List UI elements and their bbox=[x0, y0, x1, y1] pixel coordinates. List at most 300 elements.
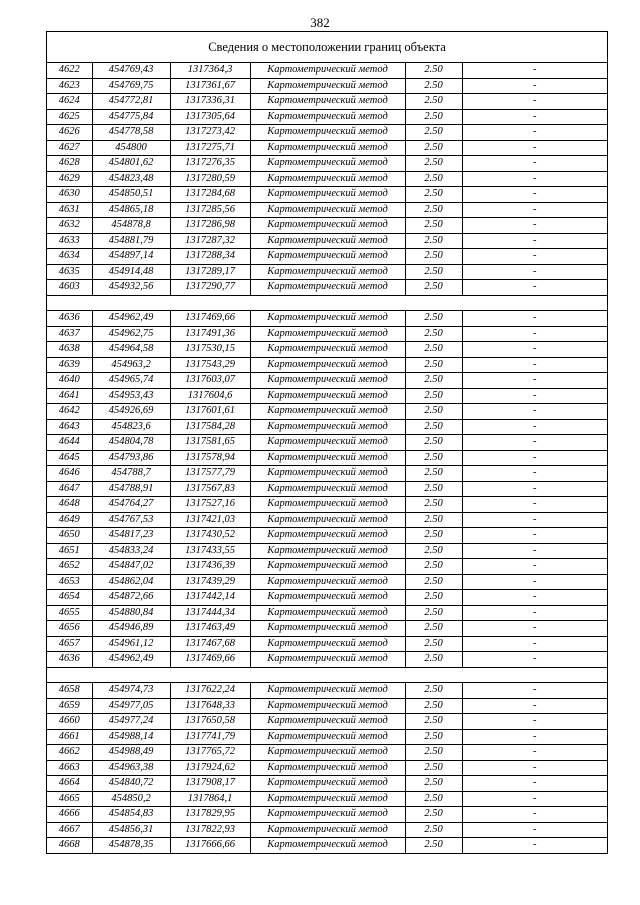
method-cell: Картометрический метод bbox=[250, 94, 405, 110]
table-row bbox=[47, 171, 607, 187]
y-coordinate-cell: 1317336,31 bbox=[170, 94, 250, 110]
method-cell: Картометрический метод bbox=[250, 404, 405, 420]
x-coordinate-cell: 454767,53 bbox=[92, 512, 170, 528]
method-cell: Картометрический метод bbox=[250, 326, 405, 342]
method-cell: Картометрический метод bbox=[250, 791, 405, 807]
table-row bbox=[47, 373, 607, 389]
dash-cell: - bbox=[462, 373, 607, 389]
point-number-cell: 4603 bbox=[47, 280, 92, 296]
dash-cell: - bbox=[462, 683, 607, 699]
y-coordinate-cell: 1317666,66 bbox=[170, 838, 250, 854]
y-coordinate-cell: 1317530,15 bbox=[170, 342, 250, 358]
x-coordinate-cell: 454793,86 bbox=[92, 450, 170, 466]
dash-cell: - bbox=[462, 822, 607, 838]
dash-cell: - bbox=[462, 264, 607, 280]
accuracy-cell: 2.50 bbox=[405, 698, 462, 714]
method-cell: Картометрический метод bbox=[250, 481, 405, 497]
point-number-cell: 4655 bbox=[47, 605, 92, 621]
accuracy-cell: 2.50 bbox=[405, 791, 462, 807]
point-number-cell: 4640 bbox=[47, 373, 92, 389]
accuracy-cell: 2.50 bbox=[405, 776, 462, 792]
accuracy-cell: 2.50 bbox=[405, 233, 462, 249]
point-number-cell: 4651 bbox=[47, 543, 92, 559]
table-row bbox=[47, 636, 607, 652]
dash-cell: - bbox=[462, 233, 607, 249]
table-row bbox=[47, 760, 607, 776]
table-row bbox=[47, 388, 607, 404]
y-coordinate-cell: 1317463,49 bbox=[170, 621, 250, 637]
y-coordinate-cell: 1317864,1 bbox=[170, 791, 250, 807]
point-number-cell: 4622 bbox=[47, 63, 92, 78]
point-number-cell: 4634 bbox=[47, 249, 92, 265]
point-number-cell: 4665 bbox=[47, 791, 92, 807]
x-coordinate-cell: 454988,14 bbox=[92, 729, 170, 745]
x-coordinate-cell: 454772,81 bbox=[92, 94, 170, 110]
accuracy-cell: 2.50 bbox=[405, 435, 462, 451]
y-coordinate-cell: 1317543,29 bbox=[170, 357, 250, 373]
point-number-cell: 4632 bbox=[47, 218, 92, 234]
separator-cell bbox=[47, 667, 607, 683]
method-cell: Картометрический метод bbox=[250, 63, 405, 78]
method-cell: Картометрический метод bbox=[250, 373, 405, 389]
y-coordinate-cell: 1317603,07 bbox=[170, 373, 250, 389]
y-coordinate-cell: 1317285,56 bbox=[170, 202, 250, 218]
x-coordinate-cell: 454862,04 bbox=[92, 574, 170, 590]
point-number-cell: 4623 bbox=[47, 78, 92, 94]
point-number-cell: 4645 bbox=[47, 450, 92, 466]
point-number-cell: 4638 bbox=[47, 342, 92, 358]
x-coordinate-cell: 454977,05 bbox=[92, 698, 170, 714]
dash-cell: - bbox=[462, 838, 607, 854]
y-coordinate-cell: 1317741,79 bbox=[170, 729, 250, 745]
table-row bbox=[47, 714, 607, 730]
y-coordinate-cell: 1317908,17 bbox=[170, 776, 250, 792]
x-coordinate-cell: 454932,56 bbox=[92, 280, 170, 296]
point-number-cell: 4629 bbox=[47, 171, 92, 187]
table-row bbox=[47, 481, 607, 497]
method-cell: Картометрический метод bbox=[250, 714, 405, 730]
accuracy-cell: 2.50 bbox=[405, 326, 462, 342]
accuracy-cell: 2.50 bbox=[405, 683, 462, 699]
x-coordinate-cell: 454881,79 bbox=[92, 233, 170, 249]
x-coordinate-cell: 454840,72 bbox=[92, 776, 170, 792]
point-number-cell: 4624 bbox=[47, 94, 92, 110]
table-row bbox=[47, 202, 607, 218]
x-coordinate-cell: 454964,58 bbox=[92, 342, 170, 358]
accuracy-cell: 2.50 bbox=[405, 574, 462, 590]
dash-cell: - bbox=[462, 652, 607, 668]
dash-cell: - bbox=[462, 94, 607, 110]
x-coordinate-cell: 454878,8 bbox=[92, 218, 170, 234]
x-coordinate-cell: 454854,83 bbox=[92, 807, 170, 823]
y-coordinate-cell: 1317433,55 bbox=[170, 543, 250, 559]
x-coordinate-cell: 454801,62 bbox=[92, 156, 170, 172]
table-row bbox=[47, 621, 607, 637]
coordinates-table-body bbox=[47, 63, 607, 853]
accuracy-cell: 2.50 bbox=[405, 218, 462, 234]
dash-cell: - bbox=[462, 559, 607, 575]
y-coordinate-cell: 1317527,16 bbox=[170, 497, 250, 513]
accuracy-cell: 2.50 bbox=[405, 838, 462, 854]
method-cell: Картометрический метод bbox=[250, 78, 405, 94]
y-coordinate-cell: 1317567,83 bbox=[170, 481, 250, 497]
dash-cell: - bbox=[462, 698, 607, 714]
y-coordinate-cell: 1317280,59 bbox=[170, 171, 250, 187]
point-number-cell: 4661 bbox=[47, 729, 92, 745]
table-row bbox=[47, 218, 607, 234]
y-coordinate-cell: 1317275,71 bbox=[170, 140, 250, 156]
dash-cell: - bbox=[462, 760, 607, 776]
table-title: Сведения о местоположении границ объекта bbox=[47, 32, 607, 63]
accuracy-cell: 2.50 bbox=[405, 636, 462, 652]
table-row bbox=[47, 605, 607, 621]
point-number-cell: 4647 bbox=[47, 481, 92, 497]
table-row bbox=[47, 559, 607, 575]
x-coordinate-cell: 454988,49 bbox=[92, 745, 170, 761]
group-separator bbox=[47, 295, 607, 311]
x-coordinate-cell: 454962,49 bbox=[92, 652, 170, 668]
x-coordinate-cell: 454962,49 bbox=[92, 311, 170, 327]
point-number-cell: 4650 bbox=[47, 528, 92, 544]
accuracy-cell: 2.50 bbox=[405, 109, 462, 125]
point-number-cell: 4646 bbox=[47, 466, 92, 482]
y-coordinate-cell: 1317581,65 bbox=[170, 435, 250, 451]
table-row bbox=[47, 776, 607, 792]
y-coordinate-cell: 1317284,68 bbox=[170, 187, 250, 203]
y-coordinate-cell: 1317287,32 bbox=[170, 233, 250, 249]
dash-cell: - bbox=[462, 388, 607, 404]
point-number-cell: 4630 bbox=[47, 187, 92, 203]
y-coordinate-cell: 1317276,35 bbox=[170, 156, 250, 172]
accuracy-cell: 2.50 bbox=[405, 373, 462, 389]
x-coordinate-cell: 454974,73 bbox=[92, 683, 170, 699]
table-row bbox=[47, 590, 607, 606]
table-row bbox=[47, 512, 607, 528]
table-row bbox=[47, 574, 607, 590]
x-coordinate-cell: 454880,84 bbox=[92, 605, 170, 621]
accuracy-cell: 2.50 bbox=[405, 807, 462, 823]
x-coordinate-cell: 454847,02 bbox=[92, 559, 170, 575]
dash-cell: - bbox=[462, 466, 607, 482]
method-cell: Картометрический метод bbox=[250, 807, 405, 823]
dash-cell: - bbox=[462, 481, 607, 497]
dash-cell: - bbox=[462, 63, 607, 78]
dash-cell: - bbox=[462, 156, 607, 172]
accuracy-cell: 2.50 bbox=[405, 621, 462, 637]
table-row bbox=[47, 822, 607, 838]
x-coordinate-cell: 454769,43 bbox=[92, 63, 170, 78]
x-coordinate-cell: 454823,6 bbox=[92, 419, 170, 435]
method-cell: Картометрический метод bbox=[250, 419, 405, 435]
method-cell: Картометрический метод bbox=[250, 683, 405, 699]
point-number-cell: 4635 bbox=[47, 264, 92, 280]
x-coordinate-cell: 454804,78 bbox=[92, 435, 170, 451]
method-cell: Картометрический метод bbox=[250, 745, 405, 761]
dash-cell: - bbox=[462, 171, 607, 187]
table-row bbox=[47, 435, 607, 451]
table-row bbox=[47, 466, 607, 482]
table-row bbox=[47, 311, 607, 327]
table-row bbox=[47, 342, 607, 358]
accuracy-cell: 2.50 bbox=[405, 202, 462, 218]
dash-cell: - bbox=[462, 280, 607, 296]
dash-cell: - bbox=[462, 249, 607, 265]
y-coordinate-cell: 1317469,66 bbox=[170, 652, 250, 668]
method-cell: Картометрический метод bbox=[250, 590, 405, 606]
dash-cell: - bbox=[462, 590, 607, 606]
accuracy-cell: 2.50 bbox=[405, 94, 462, 110]
x-coordinate-cell: 454865,18 bbox=[92, 202, 170, 218]
x-coordinate-cell: 454778,58 bbox=[92, 125, 170, 141]
group-separator bbox=[47, 667, 607, 683]
accuracy-cell: 2.50 bbox=[405, 605, 462, 621]
dash-cell: - bbox=[462, 543, 607, 559]
x-coordinate-cell: 454788,91 bbox=[92, 481, 170, 497]
table-row bbox=[47, 683, 607, 699]
method-cell: Картометрический метод bbox=[250, 280, 405, 296]
method-cell: Картометрический метод bbox=[250, 621, 405, 637]
table-row bbox=[47, 249, 607, 265]
point-number-cell: 4652 bbox=[47, 559, 92, 575]
y-coordinate-cell: 1317829,95 bbox=[170, 807, 250, 823]
x-coordinate-cell: 454850,2 bbox=[92, 791, 170, 807]
method-cell: Картометрический метод bbox=[250, 636, 405, 652]
accuracy-cell: 2.50 bbox=[405, 760, 462, 776]
accuracy-cell: 2.50 bbox=[405, 466, 462, 482]
y-coordinate-cell: 1317305,64 bbox=[170, 109, 250, 125]
accuracy-cell: 2.50 bbox=[405, 311, 462, 327]
table-row bbox=[47, 450, 607, 466]
table-row bbox=[47, 125, 607, 141]
dash-cell: - bbox=[462, 807, 607, 823]
method-cell: Картометрический метод bbox=[250, 218, 405, 234]
accuracy-cell: 2.50 bbox=[405, 140, 462, 156]
accuracy-cell: 2.50 bbox=[405, 543, 462, 559]
dash-cell: - bbox=[462, 714, 607, 730]
accuracy-cell: 2.50 bbox=[405, 171, 462, 187]
table-row bbox=[47, 838, 607, 854]
x-coordinate-cell: 454788,7 bbox=[92, 466, 170, 482]
x-coordinate-cell: 454856,31 bbox=[92, 822, 170, 838]
accuracy-cell: 2.50 bbox=[405, 729, 462, 745]
method-cell: Картометрический метод bbox=[250, 512, 405, 528]
table-row bbox=[47, 109, 607, 125]
accuracy-cell: 2.50 bbox=[405, 652, 462, 668]
y-coordinate-cell: 1317604,6 bbox=[170, 388, 250, 404]
dash-cell: - bbox=[462, 419, 607, 435]
method-cell: Картометрический метод bbox=[250, 264, 405, 280]
table-row bbox=[47, 745, 607, 761]
y-coordinate-cell: 1317273,42 bbox=[170, 125, 250, 141]
y-coordinate-cell: 1317622,24 bbox=[170, 683, 250, 699]
accuracy-cell: 2.50 bbox=[405, 280, 462, 296]
point-number-cell: 4664 bbox=[47, 776, 92, 792]
y-coordinate-cell: 1317648,33 bbox=[170, 698, 250, 714]
dash-cell: - bbox=[462, 621, 607, 637]
dash-cell: - bbox=[462, 605, 607, 621]
y-coordinate-cell: 1317361,67 bbox=[170, 78, 250, 94]
dash-cell: - bbox=[462, 125, 607, 141]
dash-cell: - bbox=[462, 791, 607, 807]
point-number-cell: 4627 bbox=[47, 140, 92, 156]
dash-cell: - bbox=[462, 78, 607, 94]
table-row bbox=[47, 528, 607, 544]
point-number-cell: 4642 bbox=[47, 404, 92, 420]
method-cell: Картометрический метод bbox=[250, 311, 405, 327]
accuracy-cell: 2.50 bbox=[405, 745, 462, 761]
method-cell: Картометрический метод bbox=[250, 156, 405, 172]
y-coordinate-cell: 1317601,61 bbox=[170, 404, 250, 420]
table-row bbox=[47, 156, 607, 172]
dash-cell: - bbox=[462, 202, 607, 218]
method-cell: Картометрический метод bbox=[250, 822, 405, 838]
method-cell: Картометрический метод bbox=[250, 342, 405, 358]
method-cell: Картометрический метод bbox=[250, 466, 405, 482]
dash-cell: - bbox=[462, 450, 607, 466]
dash-cell: - bbox=[462, 574, 607, 590]
y-coordinate-cell: 1317584,28 bbox=[170, 419, 250, 435]
point-number-cell: 4625 bbox=[47, 109, 92, 125]
accuracy-cell: 2.50 bbox=[405, 528, 462, 544]
dash-cell: - bbox=[462, 528, 607, 544]
y-coordinate-cell: 1317364,3 bbox=[170, 63, 250, 78]
y-coordinate-cell: 1317442,14 bbox=[170, 590, 250, 606]
point-number-cell: 4663 bbox=[47, 760, 92, 776]
point-number-cell: 4628 bbox=[47, 156, 92, 172]
point-number-cell: 4668 bbox=[47, 838, 92, 854]
accuracy-cell: 2.50 bbox=[405, 497, 462, 513]
point-number-cell: 4658 bbox=[47, 683, 92, 699]
table-row bbox=[47, 326, 607, 342]
point-number-cell: 4662 bbox=[47, 745, 92, 761]
point-number-cell: 4636 bbox=[47, 652, 92, 668]
x-coordinate-cell: 454872,66 bbox=[92, 590, 170, 606]
dash-cell: - bbox=[462, 497, 607, 513]
x-coordinate-cell: 454914,48 bbox=[92, 264, 170, 280]
coordinates-table bbox=[47, 63, 607, 854]
y-coordinate-cell: 1317436,39 bbox=[170, 559, 250, 575]
x-coordinate-cell: 454946,89 bbox=[92, 621, 170, 637]
method-cell: Картометрический метод bbox=[250, 838, 405, 854]
table-row bbox=[47, 497, 607, 513]
point-number-cell: 4657 bbox=[47, 636, 92, 652]
y-coordinate-cell: 1317444,34 bbox=[170, 605, 250, 621]
point-number-cell: 4656 bbox=[47, 621, 92, 637]
table-row bbox=[47, 729, 607, 745]
method-cell: Картометрический метод bbox=[250, 559, 405, 575]
dash-cell: - bbox=[462, 187, 607, 203]
dash-cell: - bbox=[462, 218, 607, 234]
method-cell: Картометрический метод bbox=[250, 187, 405, 203]
point-number-cell: 4637 bbox=[47, 326, 92, 342]
table-row bbox=[47, 94, 607, 110]
dash-cell: - bbox=[462, 311, 607, 327]
y-coordinate-cell: 1317924,62 bbox=[170, 760, 250, 776]
separator-cell bbox=[47, 295, 607, 311]
point-number-cell: 4641 bbox=[47, 388, 92, 404]
table-row bbox=[47, 63, 607, 78]
accuracy-cell: 2.50 bbox=[405, 388, 462, 404]
x-coordinate-cell: 454833,24 bbox=[92, 543, 170, 559]
accuracy-cell: 2.50 bbox=[405, 357, 462, 373]
x-coordinate-cell: 454897,14 bbox=[92, 249, 170, 265]
y-coordinate-cell: 1317577,79 bbox=[170, 466, 250, 482]
dash-cell: - bbox=[462, 729, 607, 745]
point-number-cell: 4644 bbox=[47, 435, 92, 451]
dash-cell: - bbox=[462, 512, 607, 528]
y-coordinate-cell: 1317290,77 bbox=[170, 280, 250, 296]
x-coordinate-cell: 454926,69 bbox=[92, 404, 170, 420]
table-row bbox=[47, 652, 607, 668]
y-coordinate-cell: 1317421,03 bbox=[170, 512, 250, 528]
accuracy-cell: 2.50 bbox=[405, 450, 462, 466]
method-cell: Картометрический метод bbox=[250, 760, 405, 776]
x-coordinate-cell: 454823,48 bbox=[92, 171, 170, 187]
dash-cell: - bbox=[462, 140, 607, 156]
table-row bbox=[47, 807, 607, 823]
method-cell: Картометрический метод bbox=[250, 652, 405, 668]
table-row bbox=[47, 404, 607, 420]
dash-cell: - bbox=[462, 404, 607, 420]
method-cell: Картометрический метод bbox=[250, 574, 405, 590]
accuracy-cell: 2.50 bbox=[405, 78, 462, 94]
table-row bbox=[47, 791, 607, 807]
point-number-cell: 4667 bbox=[47, 822, 92, 838]
point-number-cell: 4666 bbox=[47, 807, 92, 823]
dash-cell: - bbox=[462, 357, 607, 373]
method-cell: Картометрический метод bbox=[250, 497, 405, 513]
point-number-cell: 4654 bbox=[47, 590, 92, 606]
dash-cell: - bbox=[462, 326, 607, 342]
x-coordinate-cell: 454963,2 bbox=[92, 357, 170, 373]
dash-cell: - bbox=[462, 745, 607, 761]
point-number-cell: 4631 bbox=[47, 202, 92, 218]
method-cell: Картометрический метод bbox=[250, 125, 405, 141]
dash-cell: - bbox=[462, 636, 607, 652]
accuracy-cell: 2.50 bbox=[405, 187, 462, 203]
accuracy-cell: 2.50 bbox=[405, 822, 462, 838]
accuracy-cell: 2.50 bbox=[405, 63, 462, 78]
method-cell: Картометрический метод bbox=[250, 140, 405, 156]
method-cell: Картометрический метод bbox=[250, 171, 405, 187]
x-coordinate-cell: 454850,51 bbox=[92, 187, 170, 203]
method-cell: Картометрический метод bbox=[250, 249, 405, 265]
method-cell: Картометрический метод bbox=[250, 776, 405, 792]
accuracy-cell: 2.50 bbox=[405, 404, 462, 420]
method-cell: Картометрический метод bbox=[250, 698, 405, 714]
point-number-cell: 4636 bbox=[47, 311, 92, 327]
dash-cell: - bbox=[462, 435, 607, 451]
accuracy-cell: 2.50 bbox=[405, 156, 462, 172]
boundary-table bbox=[46, 31, 608, 854]
accuracy-cell: 2.50 bbox=[405, 342, 462, 358]
point-number-cell: 4643 bbox=[47, 419, 92, 435]
table-row bbox=[47, 698, 607, 714]
table-row bbox=[47, 357, 607, 373]
method-cell: Картометрический метод bbox=[250, 450, 405, 466]
method-cell: Картометрический метод bbox=[250, 605, 405, 621]
x-coordinate-cell: 454878,35 bbox=[92, 838, 170, 854]
method-cell: Картометрический метод bbox=[250, 729, 405, 745]
x-coordinate-cell: 454961,12 bbox=[92, 636, 170, 652]
method-cell: Картометрический метод bbox=[250, 543, 405, 559]
table-row bbox=[47, 187, 607, 203]
point-number-cell: 4659 bbox=[47, 698, 92, 714]
y-coordinate-cell: 1317289,17 bbox=[170, 264, 250, 280]
point-number-cell: 4653 bbox=[47, 574, 92, 590]
page-number: 382 bbox=[310, 15, 330, 30]
x-coordinate-cell: 454775,84 bbox=[92, 109, 170, 125]
